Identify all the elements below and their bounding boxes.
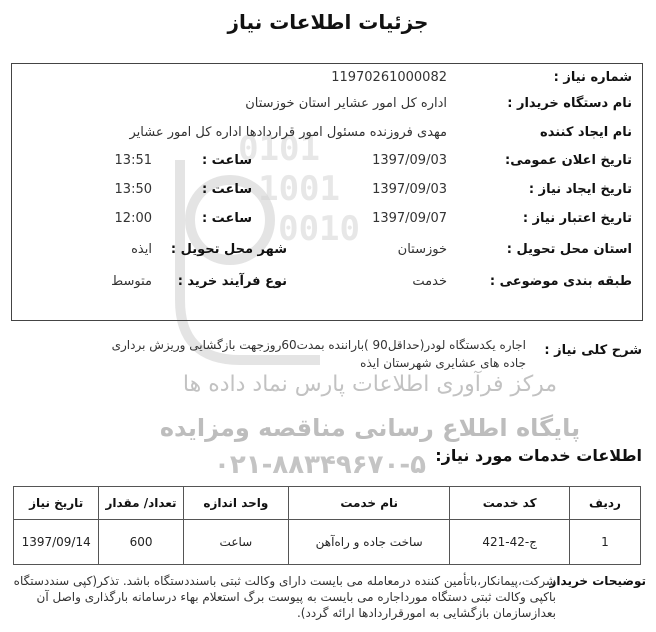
creator-label: نام ایجاد کننده [540,125,632,140]
description-text: اجاره یکدستگاه لودر(حداقل90 )باراننده بمدت60روزجهت بازگشایی وریزش برداری جاده های عشایری شهرستان ایذه [111,338,526,370]
need-number-value: 11970261000082 [331,70,447,85]
col-name: نام خدمت [289,487,450,520]
buyer-org-value: اداره کل امور عشایر استان خوزستان [245,96,447,111]
page-title: جزئیات اطلاعات نیاز [227,10,429,34]
buyer-notes-label: توضیحات خریدار [549,574,646,588]
create-date-value: 1397/09/03 [372,182,447,197]
delivery-province-label: استان محل تحویل : [506,242,632,257]
col-unit: واحد اندازه [183,487,288,520]
category-label: طبقه بندی موضوعی : [489,274,632,289]
announce-date-label: تاریخ اعلان عمومی: [505,153,632,168]
buyer-notes-text: شرکت،پیمانکار،باتأمین کننده درمعامله می بایست دارای وکالت ثبتی باسنددستگاه باشد. تذکر(کپی سنددستگاه باکپی وکالت ثبتی دستگاه مورداجاره می بایست به پیوست برگ استعلام بهاء درسامانه بارگذاری واصل آن بعدازسازمان بازگشایی به امورقراردادها ارائه گردد). [13,574,556,620]
description-label: شرح کلی نیاز : [544,343,642,358]
services-title: اطلاعات خدمات مورد نیاز: [435,446,642,465]
table-header-row [14,487,641,520]
row-need-number [12,70,642,96]
delivery-city-label: شهر محل تحویل : [170,242,287,257]
announce-time-value: 13:51 [114,153,152,168]
row-create-date [12,182,642,208]
need-number-label: شماره نیاز : [553,70,632,85]
services-table [13,486,641,565]
create-time-value: 13:50 [114,182,152,197]
row-announce-date [12,153,642,179]
watermark-binary-1: 0101 [238,129,320,169]
col-code: کد خدمت [450,487,570,520]
validity-time-value: 12:00 [114,211,152,226]
delivery-city-value: ایذه [131,242,152,257]
create-date-label: تاریخ ایجاد نیاز : [528,182,632,197]
delivery-province-value: خوزستان [397,242,447,257]
need-info-panel [11,63,643,321]
creator-value: مهدی فروزنده مسئول امور قراردادها اداره کل امور عشایر [129,125,447,140]
watermark-text-1: مرکز فرآوری اطلاعات پارس نماد داده ها [182,372,558,397]
validity-time-label: ساعت : [201,211,252,226]
col-row: ردیف [569,487,640,520]
row-validity-date [12,211,642,237]
cell-date: 1397/09/14 [14,520,99,565]
validity-date-label: تاریخ اعتبار نیاز : [522,211,632,226]
cell-qty: 600 [99,520,183,565]
validity-date-value: 1397/09/07 [372,211,447,226]
announce-time-label: ساعت : [201,153,252,168]
table-row [14,520,641,565]
create-time-label: ساعت : [201,182,252,197]
cell-name: ساخت جاده و راه‌آهن [289,520,450,565]
process-type-label: نوع فرآیند خرید : [177,274,287,289]
watermark-text-2: پایگاه اطلاع رسانی مناقصه ومزایده [159,414,581,442]
row-creator [12,125,642,151]
col-date: تاریخ نیاز [14,487,99,520]
row-delivery [12,242,642,268]
watermark-binary-3: 0010 [278,209,360,249]
process-type-value: متوسط [111,274,152,289]
row-buyer-org [12,96,642,122]
row-category [12,274,642,300]
category-value: خدمت [412,274,447,289]
watermark-text-3: ۰۲۱-۸۸۳۴۹۶۷۰-۵ [213,450,426,480]
watermark-binary-2: 1001 [258,169,340,209]
cell-row: 1 [569,520,640,565]
col-qty: تعداد/ مقدار [99,487,183,520]
buyer-org-label: نام دستگاه خریدار : [507,96,632,111]
cell-unit: ساعت [183,520,288,565]
cell-code: ج-42-421 [450,520,570,565]
announce-date-value: 1397/09/03 [372,153,447,168]
